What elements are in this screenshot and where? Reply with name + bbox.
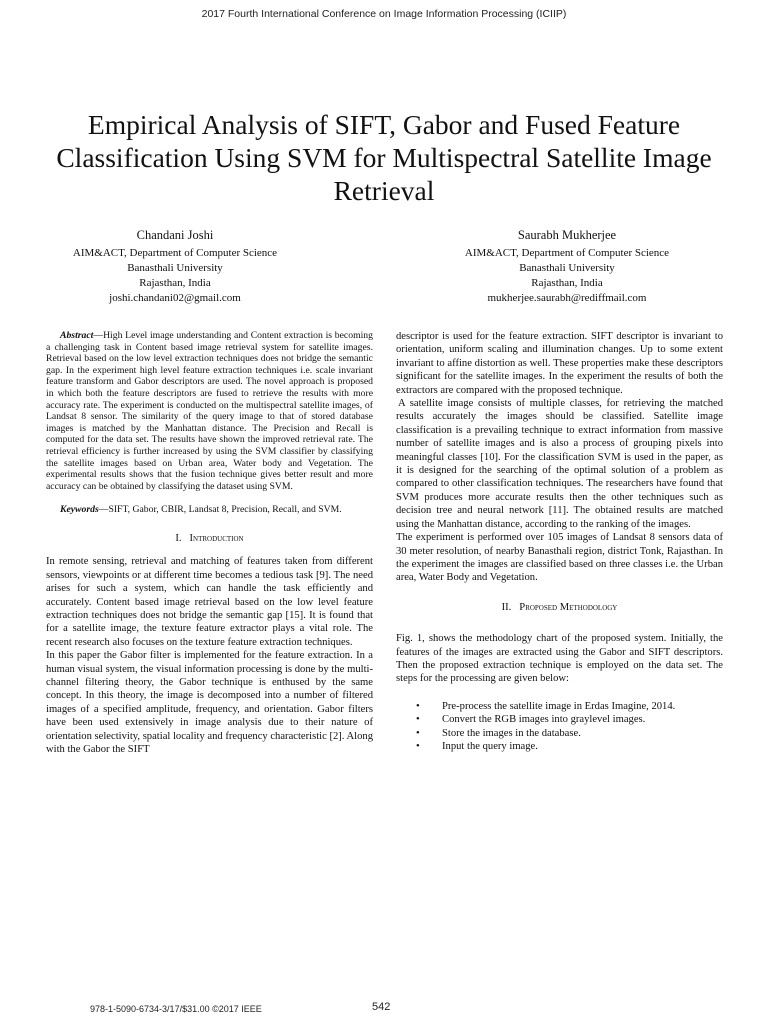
intro-paragraph-1: In remote sensing, retrieval and matching of features taken from different sensors, viewpoints or at different time becomes a tedious task [9]. The need arises for such a system, which can handle the task efficiently and accurately. Content based image retrieval based on the low level feature extraction techniques does not bridge the semantic gap [15]. It is found that for a satellite image, the texture feature extractor plays a vital role. The recent research also focuses on the texture feature extraction techniques.: [46, 556, 373, 648]
keywords: [46, 504, 373, 516]
left-column: [46, 330, 373, 756]
paper-title: Empirical Analysis of SIFT, Gabor and Fused Feature Classification Using SVM for Multispectral Satellite Image Retrieval: [56, 109, 712, 206]
author-block-2: [417, 228, 717, 306]
methodology-steps-list: [396, 700, 723, 754]
list-item: • Convert the RGB images into graylevel images.: [416, 713, 723, 726]
list-item: • Input the query image.: [416, 740, 723, 753]
page-number: 542: [372, 1001, 391, 1013]
author-name: Saurabh Mukherjee: [517, 228, 617, 242]
author-email: joshi.chandani02@gmail.com: [109, 292, 241, 304]
author-email: mukherjee.saurabh@rediffmail.com: [487, 292, 647, 304]
conference-header: 2017 Fourth International Conference on Image Information Processing (ICIIP): [201, 8, 567, 20]
section-title: Introduction: [189, 532, 244, 544]
author-block-1: [25, 228, 325, 306]
list-item: • Store the images in the database.: [416, 727, 723, 740]
abstract-label: Abstract: [60, 330, 94, 341]
author-university: Banasthali University: [127, 262, 223, 274]
section-title: Proposed Methodology: [519, 601, 618, 613]
section-heading-methodology: [396, 601, 723, 614]
abstract: [46, 330, 373, 492]
abstract-text: —High Level image understanding and Content extraction is becoming a challenging task in Content based image retrieval system for satellite images. Retrieval based on the low level extraction techniques does not bridge the semantic gap. In the experiment high level feature extraction techniques i.e. scale invariant feature transform and Gabor descriptors are used. The novel approach is proposed in which both the feature descriptors are fused to retrieve the results with more accuracy rate. The experiment is conducted on the multispectral satellite images, of Landsat 8 sensor. The similarity of the query image to that of stored database images is matched by the Manhattan distance. The Precision and Recall is computed for the data set. The results have shown the improved retrieval rate. The retrieval efficiency is further increased by using the SVM classifier by classifying the satellite images based on Urban area, Water body and Vegetation. The experimental results shows that the fusion technique gives better result and more accuracy can be obtained by classifying the dataset using SVM.: [46, 330, 373, 492]
keywords-label: Keywords: [60, 504, 99, 516]
intro-paragraph-2: In this paper the Gabor filter is implemented for the feature extraction. In a human visual system, the visual information processing is done by the multi-channel filtering theory, the Gabor technique is enthused by the same concept. In this theory, the image is decomposed into a number of filtered images of a specified amplitude, frequency, and orientation. Gabor filters have been used extensively in image analysis due to their nature of orientation selectivity, spatial locality and frequency characteristic [2]. Along with the Gabor the SIFT: [46, 650, 374, 755]
methodology-paragraph-1: Fig. 1, shows the methodology chart of the proposed system. Initially, the features of the images are extracted using the Gabor and SIFT descriptors. Then the proposed extraction technique is employed on the data set. The steps for the processing are given below:: [396, 633, 723, 685]
list-item: • Pre-process the satellite image in Erdas Imagine, 2014.: [416, 700, 723, 713]
section-number: II.: [501, 601, 512, 613]
section-number: I.: [175, 532, 182, 544]
body-paragraph-2: A satellite image consists of multiple classes, for retrieving the matched results accurately the images should be classified. Satellite image classification is a prevailing technique to extract information from massive number of satellite images and is also a process of grouping pixels into meaningful classes [10]. For the classification SVM is used in the paper, as it is designed for the searching of the optimal solution of a problem as compared to other classification techniques. The researchers have found that SVM produces more accurate results then the other techniques such as decision tree and neural network [11]. The obtained results are matched using the Manhattan distance, according to the ranking of the images.: [396, 398, 723, 530]
body-paragraph-3: The experiment is performed over 105 images of Landsat 8 sensors data of 30 meter resolution, of nearby Banasthali region, district Tonk, Rajasthan. In the experiment the images are classified based on three classes i.e. the Urban area, Water Body and Vegetation.: [396, 532, 723, 584]
section-heading-introduction: [46, 532, 373, 545]
body-paragraph-1: descriptor is used for the feature extraction. SIFT descriptor is invariant to orientation, uniform scaling and illumination changes. Up to some extent invariant to affine distortion as well. These properties make these descriptors significant for the satellite images. In the experiment the results of both the extractors are compared with the proposed technique.: [396, 331, 723, 396]
footer-isbn: 978-1-5090-6734-3/17/$31.00 ©2017 IEEE: [90, 1004, 262, 1014]
author-university: Banasthali University: [519, 262, 615, 274]
author-location: Rajasthan, India: [139, 277, 211, 289]
author-location: Rajasthan, India: [531, 277, 603, 289]
author-affiliation: AIM&ACT, Department of Computer Science: [72, 247, 278, 259]
keywords-text: —SIFT, Gabor, CBIR, Landsat 8, Precision, Recall, and SVM.: [98, 504, 342, 516]
author-affiliation: AIM&ACT, Department of Computer Science: [464, 247, 670, 259]
right-column: [396, 330, 723, 753]
author-name: Chandani Joshi: [136, 228, 214, 242]
